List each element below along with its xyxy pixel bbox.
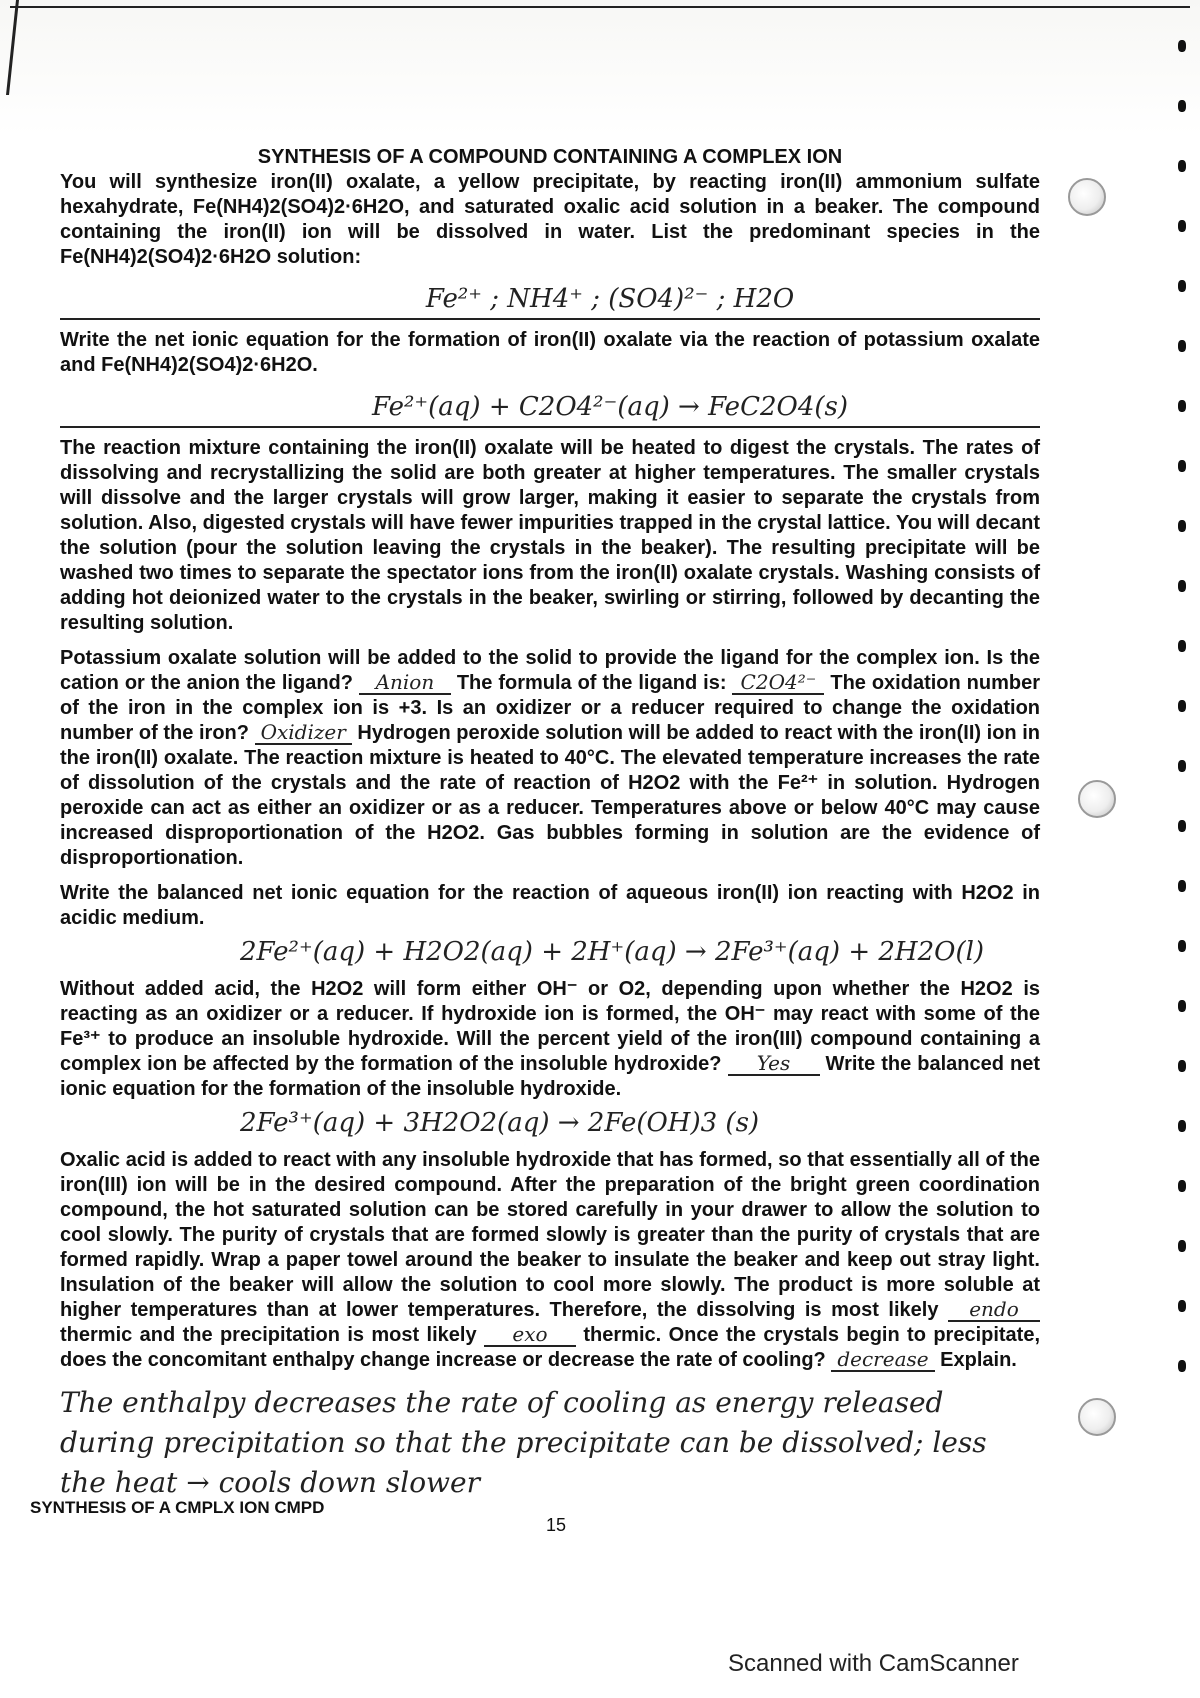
answer-endo: endo bbox=[948, 1298, 1040, 1322]
answer-decrease: decrease bbox=[831, 1348, 934, 1372]
binding-edge bbox=[0, 0, 19, 95]
cooling-text-3: thermic. Once the crystals begin to precipitate, does the concomitant enthalpy change increase or decrease the rate of cooling? bbox=[60, 1324, 1041, 1371]
notebook-spiral-holes bbox=[1172, 40, 1186, 1420]
answer-yield-affected: Yes bbox=[728, 1052, 820, 1076]
paragraph-intro: You will synthesize iron(II) oxalate, a yellow precipitate, by reacting iron(II) ammonium sulfate hexahydrate, Fe(NH4)2(SO4)2·6H2O, and saturated oxalic acid solution in a beaker. The compound containing the iron(II) ion will be dissolved in water. List the predominant species in the Fe(NH4)2(SO4)2·6H2O solution: bbox=[60, 171, 1040, 268]
paragraph-hydroxide bbox=[60, 977, 1040, 1102]
answer-exo: exo bbox=[484, 1323, 576, 1347]
paragraph-balanced-prompt: Write the balanced net ionic equation for the reaction of aqueous iron(II) ion reacting with H2O2 in acidic medium. bbox=[60, 882, 1040, 929]
footer-title: SYNTHESIS OF A CMPLX ION CMPD bbox=[30, 1498, 325, 1517]
worksheet-body bbox=[60, 145, 1040, 1503]
punch-hole-middle bbox=[1078, 780, 1116, 818]
top-rule bbox=[10, 6, 1190, 8]
answer-peroxide-equation: 2Fe²⁺(aq) + H2O2(aq) + 2H⁺(aq) → 2Fe³⁺(aq) + 2H2O(l) bbox=[240, 937, 985, 967]
punch-hole-bottom bbox=[1078, 1398, 1116, 1436]
answer-ligand-formula: C2O4²⁻ bbox=[732, 671, 824, 695]
hydroxide-question: Without added acid, the H2O2 will form either OH⁻ or O2, depending upon whether the H2O2 is reacting as an oxidizer or a reducer. If hydroxide ion is formed, the OH⁻ may react with some of the Fe³⁺ to produce an insoluble hydroxide. Will the percent yield of the iron(III) compound containing a complex ion be affected by the formation of the insoluble hydroxide? bbox=[60, 978, 1040, 1075]
answer-species: Fe²⁺ ; NH4⁺ ; (SO4)²⁻ ; H2O bbox=[60, 280, 1040, 320]
handwritten-explanation: The enthalpy decreases the rate of cooling as energy released during precipitation so that the precipitate can be dissolved; less the heat → cools down slower bbox=[60, 1386, 987, 1499]
answer-oxidizer: Oxidizer bbox=[255, 721, 352, 745]
paragraph-cooling bbox=[60, 1148, 1040, 1373]
ligand-question: Potassium oxalate solution will be added to the solid to provide the ligand for the complex ion. Is the cation or the anion the ligand? bbox=[60, 647, 1040, 694]
scanner-watermark: Scanned with CamScanner bbox=[728, 1650, 1019, 1677]
answer-ligand: Anion bbox=[359, 671, 451, 695]
peroxide-text: Hydrogen peroxide solution will be added to react with the iron(II) ion in the iron(II) oxalate. The reaction mixture is heated to 40°C. The elevated temperature increases the rate of dissolution of the crystals and the rate of reaction of H2O2 with the Fe²⁺ in solution. Hydrogen peroxide can act as either an oxidizer or as a reducer. Temperatures above or below 40°C may cause increased disproportionation of the H2O2. Gas bubbles forming in solution are the evidence of disproportionation. bbox=[60, 722, 1040, 869]
answer-oxalate-equation: Fe²⁺(aq) + C2O4²⁻(aq) → FeC2O4(s) bbox=[60, 388, 1040, 428]
page-number: 15 bbox=[546, 1515, 567, 1535]
cooling-text-2: thermic and the precipitation is most likely bbox=[60, 1324, 477, 1346]
punch-hole-top bbox=[1068, 178, 1106, 216]
paragraph-net-ionic-prompt: Write the net ionic equation for the formation of iron(II) oxalate via the reaction of potassium oxalate and Fe(NH4)2(SO4)2·6H2O. bbox=[60, 329, 1040, 376]
oxidizer-question: The oxidation number of the iron in the complex ion is +3. Is an oxidizer or a reducer required to change the oxidation number of the iron? bbox=[60, 672, 1040, 744]
answer-hydroxide-equation: 2Fe³⁺(aq) + 3H2O2(aq) → 2Fe(OH)3 (s) bbox=[240, 1108, 760, 1138]
ligand-formula-question: The formula of the ligand is: bbox=[456, 672, 727, 694]
paragraph-digestion: The reaction mixture containing the iron(II) oxalate will be heated to digest the crystals. The rates of dissolving and recrystallizing the solid are both greater at higher temperatures. The smaller crystals will dissolve and the larger crystals will grow larger, making it easier to separate the crystals from solution. Also, digested crystals will have fewer impurities trapped in the crystal lattice. You will decant the solution (pour the solution leaving the crystals in the beaker). The resulting precipitate will be washed two times to separate the spectator ions from the iron(II) oxalate crystals. Washing consists of adding hot deionized water to the crystals in the beaker, swirling or stirring, followed by decanting the resulting solution. bbox=[60, 437, 1040, 634]
page-title: SYNTHESIS OF A COMPOUND CONTAINING A COMPLEX ION bbox=[257, 146, 843, 168]
cooling-text: Oxalic acid is added to react with any insoluble hydroxide that has formed, so that essentially all of the iron(III) ion will be in the desired compound. After the preparation of the bright green coordination compound, the hot saturated solution can be stored carefully in your drawer to allow the solution to cool slowly. The purity of crystals that are formed slowly is greater than the purity of crystals that are formed rapidly. Wrap a paper towel around the beaker to insulate the beaker and keep out stray light. Insulation of the beaker will allow the solution to cool more slowly. The product is more soluble at higher temperatures than at lower temperatures. Therefore, the dissolving is most likely bbox=[60, 1149, 1040, 1321]
paragraph-ligand bbox=[60, 646, 1040, 871]
hydroxide-equation-prompt: Write the balanced net ionic equation for the formation of the insoluble hydroxide. bbox=[60, 1053, 1040, 1100]
explain-label: Explain. bbox=[940, 1349, 1017, 1371]
